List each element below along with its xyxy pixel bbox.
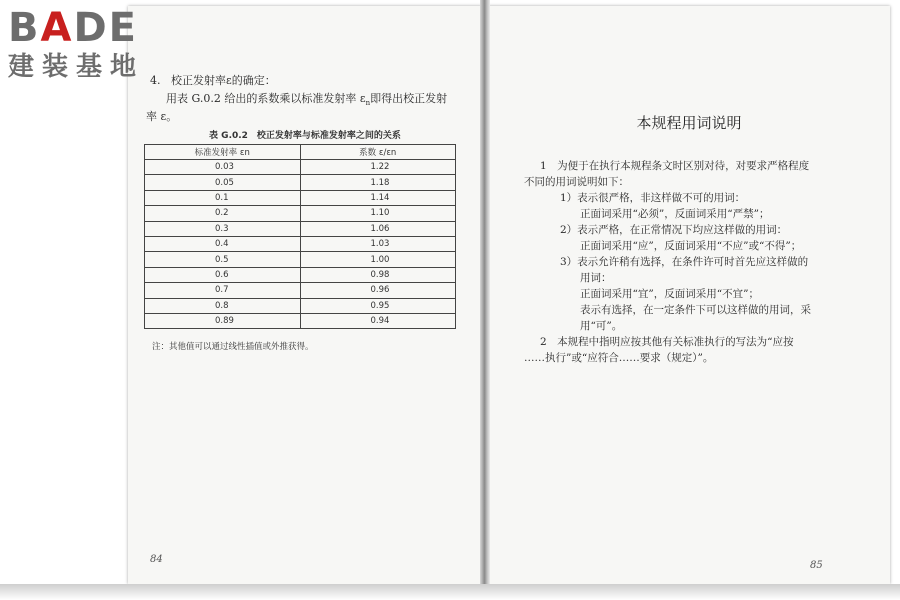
table-note: 注：其他值可以通过线性插值或外推获得。	[152, 342, 314, 352]
text-line: 不同的用词说明如下：	[524, 176, 629, 188]
table-cell: 0.6	[145, 267, 301, 282]
right-page	[488, 6, 890, 584]
table-row	[145, 298, 456, 313]
table-row	[145, 236, 456, 251]
table-cell: 1.14	[300, 190, 456, 205]
page-number-left: 84	[150, 554, 163, 565]
table-cell: 1.10	[300, 206, 456, 221]
text-line: 2 本规程中指明应按其他有关标准执行的写法为“应按	[540, 336, 794, 348]
table-row	[145, 160, 456, 175]
table-cell: 1.22	[300, 160, 456, 175]
logo-chinese-text: 建装基地	[8, 52, 145, 82]
page-title: 本规程用词说明	[636, 114, 742, 132]
text-line: 正面词采用“宜”，反面词采用“不宜”；	[580, 288, 759, 300]
table-cell: 1.18	[300, 175, 456, 190]
text-line: 3）表示允许稍有选择，在条件许可时首先应这样做的	[560, 256, 809, 268]
table-cell: 0.1	[145, 190, 301, 205]
text-line: 2）表示严格，在正常情况下均应这样做的用词：	[560, 224, 788, 236]
text-line: 1 为便于在执行本规程条文时区别对待，对要求严格程度	[540, 160, 810, 172]
table-cell: 0.94	[300, 313, 456, 328]
table-row	[145, 221, 456, 236]
table-header-row	[145, 145, 456, 160]
book-gutter	[480, 0, 490, 600]
logo-wordmark: BADE	[8, 5, 138, 51]
table-cell: 0.2	[145, 206, 301, 221]
table-caption: 表 G.0.2 校正发射率与标准发射率之间的关系	[209, 131, 401, 141]
table-row	[145, 313, 456, 328]
text-line: 正面词采用“必须”，反面词采用“严禁”；	[580, 208, 770, 220]
table-row	[145, 175, 456, 190]
text-line: ……执行”或“应符合……要求（规定）”。	[524, 352, 714, 364]
table-cell: 0.4	[145, 236, 301, 251]
column-header: 标准发射率 εn	[145, 145, 301, 160]
paragraph-line-2: 率 ε。	[146, 110, 178, 123]
item-4-heading: 4. 校正发射率ε的确定：	[150, 74, 276, 87]
table-cell: 0.95	[300, 298, 456, 313]
table-cell: 0.98	[300, 267, 456, 282]
text-line: 表示有选择，在一定条件下可以这样做的用词，采	[580, 304, 811, 316]
table-cell: 0.5	[145, 252, 301, 267]
table-cell: 0.8	[145, 298, 301, 313]
column-header: 系数 ε/εn	[300, 145, 456, 160]
text-line: 正面词采用“应”，反面词采用“不应”或“不得”；	[580, 240, 802, 252]
table-row	[145, 283, 456, 298]
table-row	[145, 252, 456, 267]
page-shadow	[0, 584, 900, 600]
text-line: 1）表示很严格，非这样做不可的用词：	[560, 192, 746, 204]
emissivity-table	[144, 144, 456, 329]
table-cell: 0.3	[145, 221, 301, 236]
table-cell: 0.96	[300, 283, 456, 298]
text-line: 用词：	[580, 272, 612, 284]
paragraph-line-1: 用表 G.0.2 给出的系数乘以标准发射率 $\varepsilon_n$即得出校正发射	[166, 92, 448, 108]
table-cell: 0.89	[145, 313, 301, 328]
table-cell: 0.03	[145, 160, 301, 175]
table-cell: 1.06	[300, 221, 456, 236]
table-cell: 1.03	[300, 236, 456, 251]
table-cell: 0.7	[145, 283, 301, 298]
bade-logo	[8, 6, 176, 84]
table-cell: 0.05	[145, 175, 301, 190]
table-row	[145, 190, 456, 205]
text-line: 用“可”。	[580, 320, 623, 332]
table-row	[145, 206, 456, 221]
page-number-right: 85	[810, 560, 823, 571]
left-page	[128, 6, 482, 584]
table-row	[145, 267, 456, 282]
table-cell: 1.00	[300, 252, 456, 267]
